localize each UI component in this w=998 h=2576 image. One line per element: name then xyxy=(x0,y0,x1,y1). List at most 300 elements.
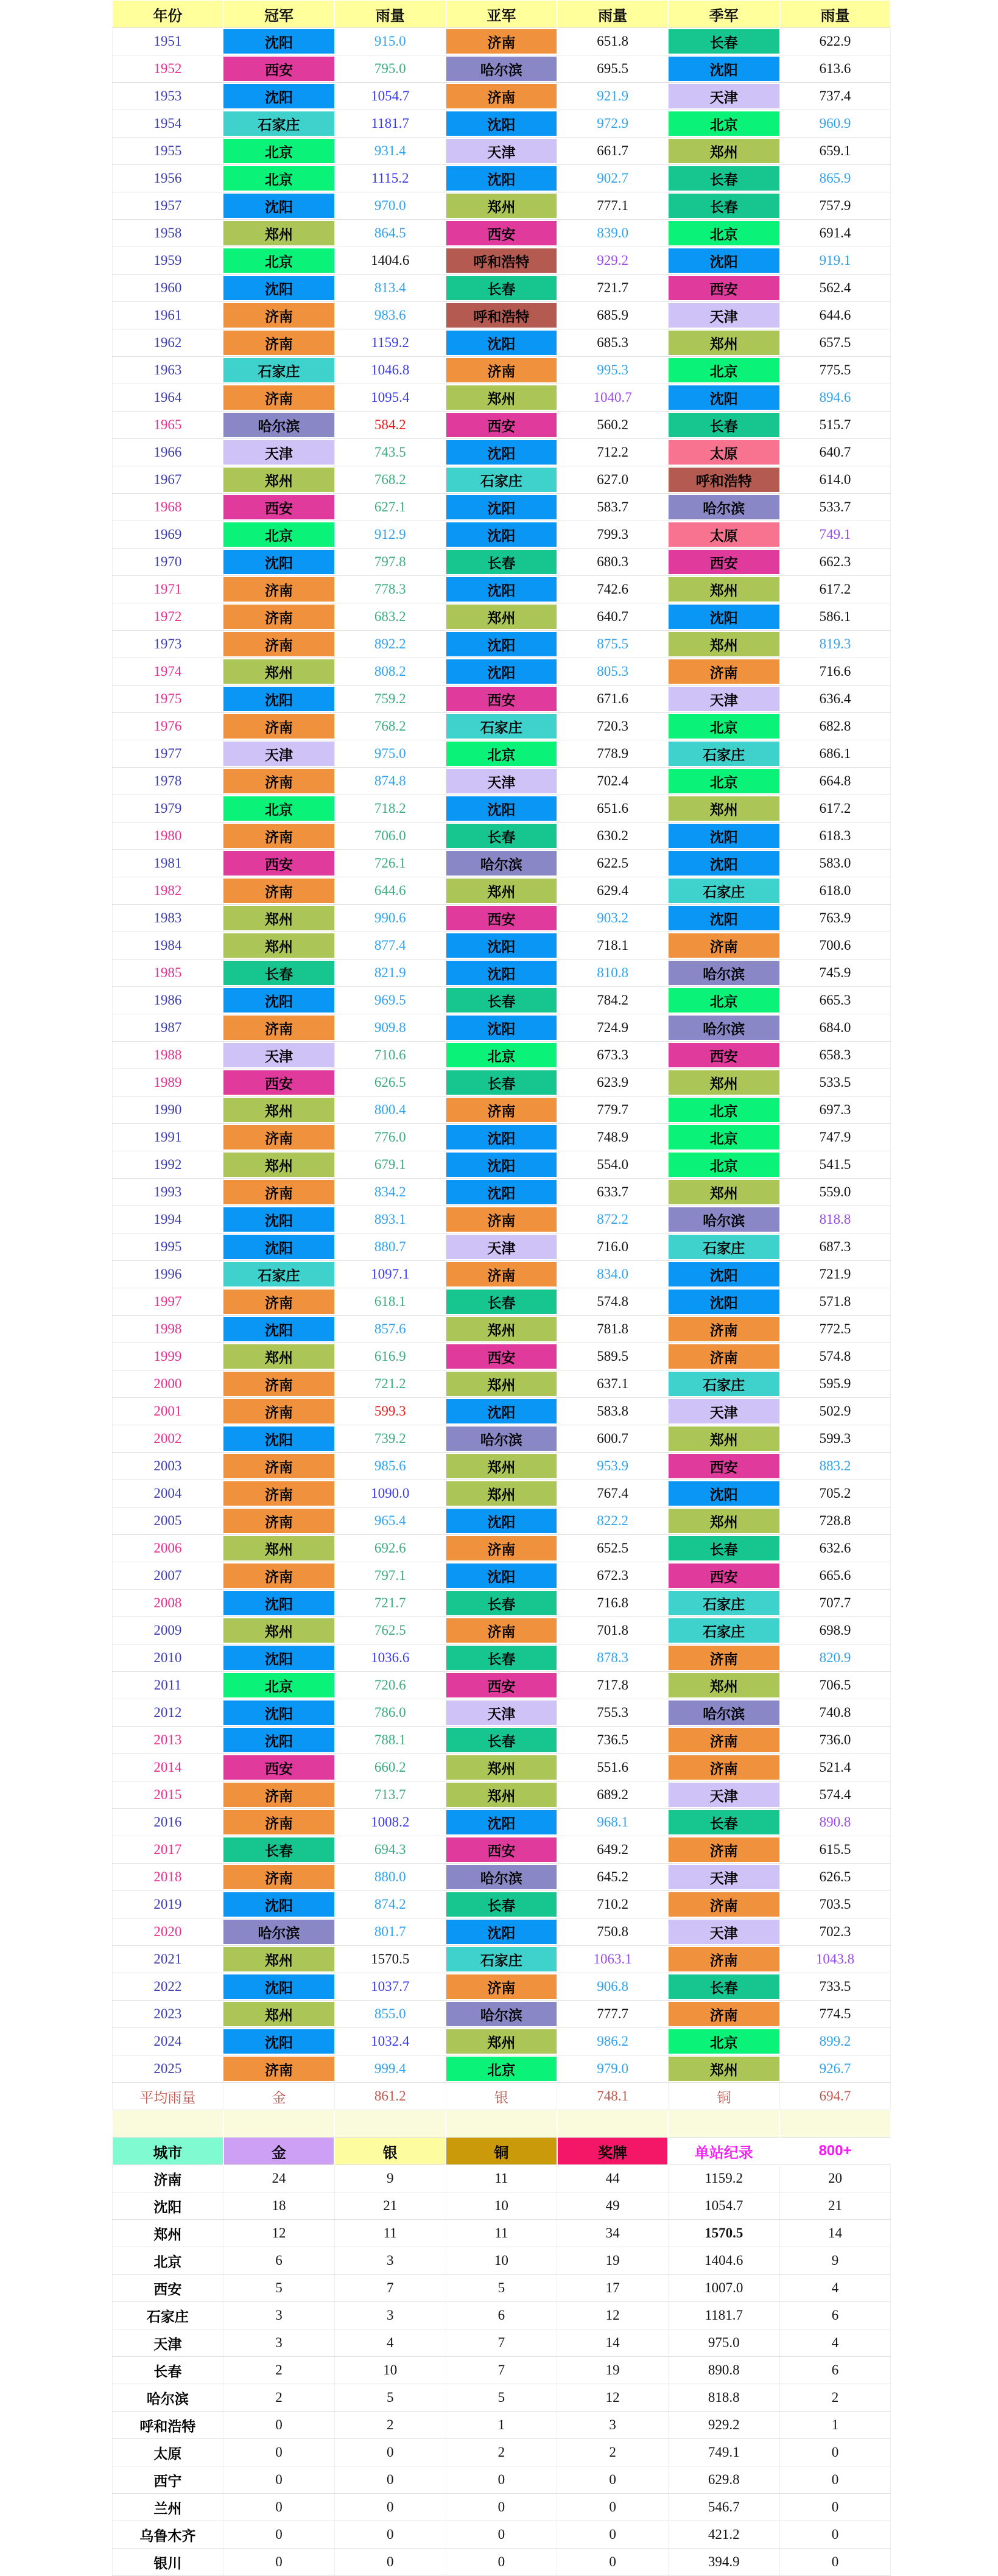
city-name-cell xyxy=(112,2247,223,2275)
gold-rain-cell-text: 1090.0 xyxy=(371,1486,410,1501)
city-color-chip xyxy=(223,194,334,218)
silver-rain-cell-text: 748.9 xyxy=(597,1129,628,1145)
bronze-rain-cell xyxy=(779,1644,891,1672)
gold-rain-cell xyxy=(334,412,446,439)
table1-row xyxy=(112,1562,891,1590)
bronze-city-cell xyxy=(668,960,779,987)
city-color-chip xyxy=(446,1372,557,1396)
year-cell-text: 2022 xyxy=(153,1979,182,1994)
silver-city-cell xyxy=(446,1261,557,1288)
gold-rain-cell-text: 718.2 xyxy=(374,801,406,816)
bronze-city-cell xyxy=(668,1069,779,1097)
silver-city-cell-text: 济南 xyxy=(487,1979,516,1996)
silver-city-cell xyxy=(446,439,557,466)
bronze-city-cell-text: 天津 xyxy=(709,1925,738,1941)
bronze-city-cell-text: 石家庄 xyxy=(703,883,745,900)
city-color-chip xyxy=(223,961,334,985)
gold-count-cell xyxy=(223,2302,335,2329)
bronze-rain-cell-text: 515.7 xyxy=(819,417,851,432)
bronze-rain-cell-text: 698.9 xyxy=(819,1623,851,1638)
city-color-chip xyxy=(669,1591,779,1615)
gold-rain-cell xyxy=(334,1727,446,1754)
bronze-rain-cell xyxy=(779,1097,891,1124)
station-record-cell xyxy=(668,2329,779,2357)
silver-city-cell xyxy=(446,412,557,439)
city-color-chip xyxy=(446,1892,557,1917)
over-800-count-cell xyxy=(779,2165,891,2192)
city-color-chip xyxy=(669,632,779,656)
gold-rain-cell-text: 1181.7 xyxy=(371,116,409,131)
year-cell-text: 1994 xyxy=(153,1212,182,1227)
bronze-rain-cell-text: 691.4 xyxy=(819,225,851,240)
gold-city-cell xyxy=(223,850,335,877)
gold-rain-cell xyxy=(334,823,446,850)
table1-row xyxy=(112,1151,891,1179)
city-color-chip xyxy=(223,1646,334,1670)
station-record-cell-text: 1570.5 xyxy=(705,2225,743,2241)
silver-city-cell xyxy=(446,329,557,357)
gold-city-cell-text: 长春 xyxy=(265,966,293,982)
city-color-chip xyxy=(669,1180,779,1204)
gold-city-cell xyxy=(223,1316,335,1343)
bronze-city-cell xyxy=(668,1836,779,1864)
table1-row xyxy=(112,1069,891,1097)
silver-rain-cell-text: 878.3 xyxy=(597,1650,628,1665)
silver-city-cell xyxy=(446,165,557,192)
gold-city-cell xyxy=(223,631,335,658)
silver-city-cell xyxy=(446,877,557,905)
bronze-city-cell xyxy=(668,329,779,357)
silver-rain-cell-text: 651.8 xyxy=(597,33,628,49)
city-name-cell xyxy=(112,2329,223,2357)
medal-total-cell-text: 0 xyxy=(609,2499,616,2515)
year-cell xyxy=(112,1261,223,1288)
silver-rain-cell-text: 777.7 xyxy=(597,2006,628,2021)
city-color-chip xyxy=(446,1947,557,1971)
table2-row xyxy=(112,2521,891,2549)
table2-row xyxy=(112,2165,891,2192)
silver-city-cell-text: 郑州 xyxy=(487,1377,516,1393)
bronze-rain-cell-text: 684.0 xyxy=(819,1020,851,1035)
medal-total-cell xyxy=(557,2549,669,2576)
city-name-cell-text: 沈阳 xyxy=(153,2199,182,2215)
bronze-rain-cell xyxy=(779,2055,891,2083)
gold-rain-cell-text: 660.2 xyxy=(374,1760,406,1775)
gold-count-cell xyxy=(223,2466,335,2494)
silver-city-cell xyxy=(446,1206,557,1234)
bronze-city-cell-text: 沈阳 xyxy=(709,390,738,407)
year-cell-text: 1980 xyxy=(153,828,182,843)
year-cell-text: 1990 xyxy=(153,1102,182,1117)
bronze-rain-cell xyxy=(779,1453,891,1480)
bronze-rain-cell xyxy=(779,850,891,877)
gold-city-cell xyxy=(223,1891,335,1918)
gold-city-cell-text: 沈阳 xyxy=(265,993,293,1009)
gold-city-cell-text: 天津 xyxy=(265,1048,293,1064)
gold-rain-cell-text: 739.2 xyxy=(374,1431,406,1446)
bronze-rain-cell xyxy=(779,28,891,55)
gold-rain-cell xyxy=(334,138,446,165)
bronze-rain-cell xyxy=(779,1918,891,1946)
table2-row xyxy=(112,2384,891,2412)
station-record-cell-text: 890.8 xyxy=(708,2362,740,2378)
gold-rain-cell-text: 800.4 xyxy=(374,1102,406,1117)
year-cell-text: 1998 xyxy=(153,1321,182,1336)
gold-rain-cell xyxy=(334,1617,446,1644)
bronze-city-cell xyxy=(668,658,779,686)
gold-city-cell-text: 济南 xyxy=(265,335,293,352)
silver-rain-cell-text: 629.4 xyxy=(597,883,628,898)
year-cell xyxy=(112,1480,223,1507)
bronze-rain-cell xyxy=(779,1234,891,1261)
year-cell-text: 1996 xyxy=(153,1266,182,1282)
year-cell xyxy=(112,1507,223,1535)
silver-rain-cell xyxy=(557,1809,669,1836)
silver-rain-cell-text: 839.0 xyxy=(597,225,628,240)
gold-rain-cell xyxy=(334,1699,446,1727)
bronze-city-cell-text: 哈尔滨 xyxy=(703,966,745,982)
station-record-cell xyxy=(668,2165,779,2192)
bronze-city-cell-text: 郑州 xyxy=(709,1075,738,1092)
table1-row xyxy=(112,1398,891,1425)
table1-row xyxy=(112,1014,891,1042)
bronze-city-cell-text: 西安 xyxy=(709,555,738,571)
gold-rain-cell xyxy=(334,2055,446,2083)
city-color-chip xyxy=(223,577,334,602)
bronze-city-cell xyxy=(668,2028,779,2055)
silver-count-cell-text: 3 xyxy=(386,2308,394,2323)
city-color-chip xyxy=(669,276,779,300)
city-color-chip xyxy=(446,139,557,163)
bronze-city-cell xyxy=(668,2001,779,2028)
year-cell-text: 2008 xyxy=(153,1595,182,1610)
table1-header-label: 雨量 xyxy=(598,7,628,24)
gold-city-cell xyxy=(223,1644,335,1672)
city-medal-table xyxy=(111,2110,891,2576)
silver-city-cell xyxy=(446,1398,557,1425)
silver-rain-cell xyxy=(557,1398,669,1425)
city-color-chip xyxy=(446,577,557,602)
city-color-chip xyxy=(669,29,779,54)
city-color-chip xyxy=(669,1016,779,1040)
bronze-count-cell-text: 10 xyxy=(494,2198,508,2213)
year-cell xyxy=(112,83,223,110)
gold-city-cell xyxy=(223,1097,335,1124)
city-color-chip xyxy=(669,1125,779,1149)
year-cell-text: 1978 xyxy=(153,773,182,788)
silver-count-cell-text: 9 xyxy=(386,2171,394,2186)
gold-city-cell-text: 济南 xyxy=(265,1130,293,1146)
bronze-city-cell-text: 北京 xyxy=(709,1103,738,1119)
over-800-count-cell xyxy=(779,2439,891,2466)
city-color-chip xyxy=(223,248,334,273)
bronze-city-cell-text: 沈阳 xyxy=(709,1267,738,1283)
silver-city-cell xyxy=(446,28,557,55)
bronze-city-cell xyxy=(668,1124,779,1151)
over-800-count-cell xyxy=(779,2384,891,2412)
silver-city-cell-text: 济南 xyxy=(487,1541,516,1557)
bronze-city-cell-text: 石家庄 xyxy=(703,1377,745,1393)
gold-city-cell-text: 哈尔滨 xyxy=(258,418,300,434)
silver-city-cell xyxy=(446,1672,557,1699)
silver-rain-cell-text: 651.6 xyxy=(597,801,628,816)
silver-city-cell xyxy=(446,603,557,631)
silver-rain-cell xyxy=(557,1891,669,1918)
bronze-city-cell xyxy=(668,549,779,576)
bronze-city-cell-text: 济南 xyxy=(709,1651,738,1667)
silver-city-cell-text: 沈阳 xyxy=(487,1130,516,1146)
year-cell-text: 2020 xyxy=(153,1924,182,1939)
city-color-chip xyxy=(223,1153,334,1177)
city-color-chip xyxy=(669,1920,779,1944)
city-color-chip xyxy=(223,1563,334,1588)
bronze-rain-cell xyxy=(779,1370,891,1398)
silver-rain-cell xyxy=(557,658,669,686)
gold-city-cell-text: 济南 xyxy=(265,637,293,653)
silver-city-cell-text: 北京 xyxy=(487,746,516,763)
gold-rain-cell xyxy=(334,1425,446,1453)
gold-rain-cell xyxy=(334,466,446,494)
silver-city-cell xyxy=(446,1042,557,1069)
city-color-chip xyxy=(223,742,334,766)
year-cell-text: 2011 xyxy=(153,1677,181,1693)
silver-city-cell xyxy=(446,1453,557,1480)
city-color-chip xyxy=(669,221,779,245)
bronze-city-cell-text: 沈阳 xyxy=(709,61,738,78)
gold-city-cell-text: 沈阳 xyxy=(265,2034,293,2051)
silver-count-cell xyxy=(334,2165,446,2192)
silver-count-cell-text: 0 xyxy=(386,2444,394,2460)
gold-city-cell xyxy=(223,1781,335,1809)
city-color-chip xyxy=(223,1043,334,1067)
year-cell xyxy=(112,220,223,247)
gold-rain-cell-text: 969.5 xyxy=(374,992,406,1008)
bronze-city-cell xyxy=(668,1425,779,1453)
table1-row xyxy=(112,2028,891,2055)
silver-count-cell-text: 4 xyxy=(386,2335,394,2350)
gold-city-cell xyxy=(223,1151,335,1179)
gold-rain-cell-text: 1404.6 xyxy=(371,253,410,268)
bronze-rain-cell xyxy=(779,220,891,247)
city-color-chip xyxy=(446,906,557,930)
city-color-chip xyxy=(223,2057,334,2081)
bronze-rain-cell-text: 775.5 xyxy=(819,362,851,377)
silver-rain-cell xyxy=(557,55,669,83)
silver-rain-cell xyxy=(557,1562,669,1590)
bronze-city-cell-text: 呼和浩特 xyxy=(695,472,752,489)
silver-rain-cell xyxy=(557,576,669,603)
table1-header-cell xyxy=(446,1,557,28)
silver-city-cell-text: 济南 xyxy=(487,89,516,105)
silver-city-cell-text: 济南 xyxy=(487,34,516,51)
gold-city-cell xyxy=(223,384,335,412)
city-color-chip xyxy=(446,2057,557,2081)
bronze-rain-cell xyxy=(779,603,891,631)
table1-row xyxy=(112,713,891,740)
year-cell xyxy=(112,1124,223,1151)
year-cell-text: 1963 xyxy=(153,362,182,377)
year-cell xyxy=(112,603,223,631)
table1-row xyxy=(112,850,891,877)
city-color-chip xyxy=(446,1646,557,1670)
bronze-city-cell xyxy=(668,521,779,549)
bronze-count-cell xyxy=(446,2494,557,2521)
bronze-rain-cell-text: 707.7 xyxy=(819,1595,851,1610)
city-color-chip xyxy=(446,1536,557,1560)
bronze-city-cell-text: 北京 xyxy=(709,363,738,379)
city-color-chip xyxy=(446,166,557,191)
bronze-city-cell-text: 天津 xyxy=(709,1404,738,1420)
bronze-rain-cell xyxy=(779,905,891,932)
gold-city-cell-text: 郑州 xyxy=(265,1103,293,1119)
table1-row xyxy=(112,357,891,384)
over-800-count-cell-text: 14 xyxy=(828,2225,842,2241)
bronze-rain-cell-text: 749.1 xyxy=(819,527,851,542)
gold-rain-cell xyxy=(334,1809,446,1836)
bronze-city-cell-text: 北京 xyxy=(709,993,738,1009)
bronze-city-cell-text: 天津 xyxy=(709,89,738,105)
year-cell-text: 1969 xyxy=(153,527,182,542)
silver-rain-cell xyxy=(557,1672,669,1699)
bronze-rain-cell-text: 595.9 xyxy=(819,1376,851,1391)
city-color-chip xyxy=(223,906,334,930)
city-color-chip xyxy=(223,988,334,1013)
medal-total-cell xyxy=(557,2247,669,2275)
year-cell xyxy=(112,1973,223,2001)
silver-rain-cell-text: 672.3 xyxy=(597,1568,628,1583)
bronze-rain-cell-text: 599.3 xyxy=(819,1431,851,1446)
city-color-chip xyxy=(669,1947,779,1971)
city-color-chip xyxy=(223,1509,334,1533)
station-record-cell xyxy=(668,2192,779,2220)
table2-header-label: 单站纪录 xyxy=(694,2144,753,2161)
gold-city-cell xyxy=(223,1973,335,2001)
year-cell xyxy=(112,686,223,713)
city-color-chip xyxy=(223,303,334,328)
city-color-chip xyxy=(446,2002,557,2026)
bronze-rain-cell xyxy=(779,2028,891,2055)
city-color-chip xyxy=(669,1098,779,1122)
year-cell xyxy=(112,713,223,740)
year-cell xyxy=(112,1644,223,1672)
year-cell-text: 1979 xyxy=(153,801,182,816)
year-cell-text: 1988 xyxy=(153,1047,182,1062)
table1-row xyxy=(112,1864,891,1891)
city-name-cell xyxy=(112,2302,223,2329)
table1-row xyxy=(112,576,891,603)
gold-rain-cell-text: 679.1 xyxy=(374,1157,406,1172)
silver-count-cell-text: 2 xyxy=(386,2417,394,2432)
city-name-cell xyxy=(112,2275,223,2302)
bronze-rain-cell-text: 818.8 xyxy=(819,1212,851,1227)
bronze-rain-cell xyxy=(779,713,891,740)
silver-count-cell xyxy=(334,2329,446,2357)
city-color-chip xyxy=(223,358,334,382)
station-record-cell-text: 629.8 xyxy=(708,2472,740,2487)
gold-city-cell-text: 沈阳 xyxy=(265,34,293,51)
gold-city-cell xyxy=(223,1343,335,1370)
bronze-rain-cell-text: 541.5 xyxy=(819,1157,851,1172)
station-record-cell xyxy=(668,2302,779,2329)
station-record-cell-text: 1159.2 xyxy=(705,2171,743,2186)
over-800-count-cell-text: 1 xyxy=(831,2417,839,2432)
silver-city-cell-text: 沈阳 xyxy=(487,938,516,955)
bronze-city-cell-text: 天津 xyxy=(709,692,738,708)
silver-rain-cell-text: 724.9 xyxy=(597,1020,628,1035)
bronze-city-cell-text: 太原 xyxy=(709,445,738,462)
station-record-cell xyxy=(668,2549,779,2576)
bronze-city-cell-text: 郑州 xyxy=(709,637,738,653)
bronze-city-cell xyxy=(668,1316,779,1343)
city-color-chip xyxy=(446,248,557,273)
bronze-city-cell-text: 长春 xyxy=(709,34,738,51)
silver-city-cell xyxy=(446,1179,557,1206)
medal-total-cell-text: 2 xyxy=(609,2444,616,2460)
year-cell xyxy=(112,412,223,439)
silver-city-cell xyxy=(446,960,557,987)
city-color-chip xyxy=(223,1125,334,1149)
gold-city-cell-text: 哈尔滨 xyxy=(258,1925,300,1941)
bronze-city-cell xyxy=(668,823,779,850)
city-color-chip xyxy=(669,303,779,328)
gold-rain-cell xyxy=(334,1179,446,1206)
table1-row xyxy=(112,302,891,329)
year-cell xyxy=(112,110,223,138)
gold-rain-cell xyxy=(334,850,446,877)
silver-city-cell-text: 长春 xyxy=(487,1733,516,1749)
bronze-count-cell xyxy=(446,2439,557,2466)
silver-city-cell xyxy=(446,1316,557,1343)
bronze-city-cell-text: 哈尔滨 xyxy=(703,500,745,516)
city-color-chip xyxy=(669,605,779,629)
city-color-chip xyxy=(669,1673,779,1697)
silver-city-cell-text: 沈阳 xyxy=(487,1404,516,1420)
silver-city-cell-text: 长春 xyxy=(487,993,516,1009)
silver-rain-cell-text: 1063.1 xyxy=(593,1951,632,1967)
year-cell xyxy=(112,1453,223,1480)
year-cell xyxy=(112,247,223,275)
bronze-rain-cell xyxy=(779,1014,891,1042)
table1-row xyxy=(112,1234,891,1261)
silver-city-cell xyxy=(446,2001,557,2028)
medal-total-cell-text: 3 xyxy=(609,2417,616,2432)
city-color-chip xyxy=(223,440,334,465)
bronze-city-cell-text: 济南 xyxy=(709,664,738,681)
city-color-chip xyxy=(223,824,334,848)
bronze-city-cell xyxy=(668,2055,779,2083)
gold-rain-cell-text: 720.6 xyxy=(374,1677,406,1693)
silver-rain-cell xyxy=(557,1617,669,1644)
bronze-city-cell xyxy=(668,1507,779,1535)
table2-row xyxy=(112,2439,891,2466)
bronze-city-cell-text: 沈阳 xyxy=(709,856,738,872)
gold-rain-cell xyxy=(334,603,446,631)
silver-city-cell-text: 郑州 xyxy=(487,2034,516,2051)
bronze-rain-cell-text: 562.4 xyxy=(819,280,851,295)
silver-city-cell-text: 北京 xyxy=(487,1048,516,1064)
bronze-rain-cell-text: 617.2 xyxy=(819,581,851,597)
bronze-rain-cell xyxy=(779,2001,891,2028)
city-color-chip xyxy=(446,961,557,985)
gold-rain-cell-text: 713.7 xyxy=(374,1787,406,1802)
silver-rain-cell xyxy=(557,713,669,740)
gold-rain-cell xyxy=(334,357,446,384)
bronze-rain-cell-text: 736.0 xyxy=(819,1732,851,1747)
bronze-rain-cell-text: 721.9 xyxy=(819,1266,851,1282)
station-record-cell-text: 975.0 xyxy=(708,2335,740,2350)
medal-total-cell-text: 12 xyxy=(605,2390,620,2405)
bronze-rain-cell-text: 644.6 xyxy=(819,307,851,323)
